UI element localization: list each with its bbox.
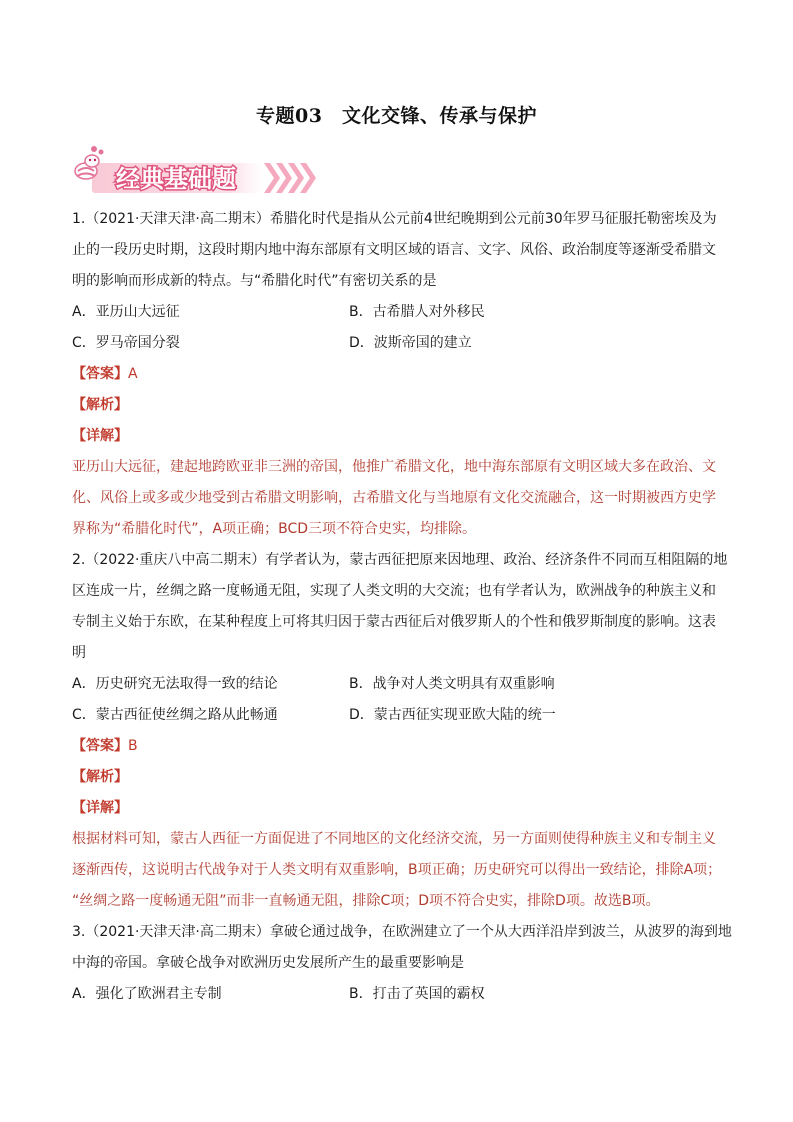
analysis-label: 【解析】	[72, 769, 128, 785]
option-c: C．罗马帝国分裂	[72, 335, 180, 351]
option-b: B．打击了英国的霸权	[349, 986, 485, 1002]
explanation-text: 化、风俗上或多或少地受到古希腊文明影响，古希腊文化与当地原有文化交流融合，这一时期被西方史学	[72, 490, 716, 506]
question-stem: 中海的帝国。拿破仑战争对欧洲历史发展所产生的最重要影响是	[72, 955, 464, 971]
option-row	[72, 328, 727, 359]
option-a: A．历史研究无法取得一致的结论	[72, 676, 278, 692]
option-row	[72, 700, 727, 731]
answer-label: 【答案】	[72, 366, 128, 382]
explanation-text: “丝绸之路一度畅通无阻”而非一直畅通无阻，排除C项；D项不符合史实，排除D项。故选B项。	[72, 893, 660, 909]
question-stem: 止的一段历史时期，这段时期内地中海东部原有文明区域的语言、文字、风俗、政治制度等逐渐受希腊文	[72, 242, 716, 258]
option-row	[72, 669, 727, 700]
option-d: D．蒙古西征实现亚欧大陆的统一	[349, 707, 556, 723]
answer-line	[72, 359, 727, 390]
question-3	[72, 917, 732, 1010]
option-b: B．古希腊人对外移民	[349, 304, 485, 320]
explanation-text: 亚历山大远征，建起地跨欧亚非三洲的帝国，他推广希腊文化，地中海东部原有文明区域大多在政治、文	[72, 459, 716, 475]
analysis-label: 【解析】	[72, 397, 128, 413]
page-title: 专题03 文化交锋、传承与保护	[256, 105, 537, 127]
detail-label: 【详解】	[72, 428, 128, 444]
section-banner	[68, 141, 324, 195]
option-d: D．波斯帝国的建立	[349, 335, 472, 351]
option-a: A．强化了欧洲君主专制	[72, 986, 222, 1002]
question-stem: 3.（2021·天津天津·高二期末）拿破仑通过战争，在欧洲建立了一个从大西洋沿岸到波兰，从波罗的海到地	[72, 924, 732, 940]
answer-line	[72, 731, 727, 762]
explanation-text: 根据材料可知，蒙古人西征一方面促进了不同地区的文化经济交流，另一方面则使得种族主义和专制主义	[72, 831, 716, 847]
option-row	[72, 979, 727, 1010]
question-stem: 2.（2022·重庆八中高二期末）有学者认为，蒙古西征把原来因地理、政治、经济条件不同而互相阻隔的地	[72, 552, 728, 568]
question-2	[72, 545, 727, 917]
option-row	[72, 297, 727, 328]
explanation-text: 逐渐西传，这说明古代战争对于人类文明有双重影响，B项正确；历史研究可以得出一致结论，排除A项；	[72, 862, 722, 878]
option-a: A．亚历山大远征	[72, 304, 180, 320]
question-stem: 区连成一片，丝绸之路一度畅通无阻，实现了人类文明的大交流；也有学者认为，欧洲战争的种族主义和	[72, 583, 716, 599]
question-stem: 专制主义始于东欧，在某种程度上可将其归因于蒙古西征后对俄罗斯人的个性和俄罗斯制度的影响。这表	[72, 614, 716, 630]
question-list	[72, 204, 732, 1010]
answer-value: A	[128, 366, 138, 382]
banner-text: 经典基础题	[116, 165, 236, 193]
answer-label: 【答案】	[72, 738, 128, 754]
question-1	[72, 204, 727, 545]
option-b: B．战争对人类文明具有双重影响	[349, 676, 555, 692]
question-stem: 1.（2021·天津天津·高二期末）希腊化时代是指从公元前4世纪晚期到公元前30年罗马征服托勒密埃及为	[72, 211, 717, 227]
question-stem: 明	[72, 645, 86, 661]
explanation-text: 界称为“希腊化时代”，A项正确；BCD三项不符合史实，均排除。	[72, 521, 476, 537]
detail-label: 【详解】	[72, 800, 128, 816]
option-c: C．蒙古西征使丝绸之路从此畅通	[72, 707, 278, 723]
answer-value: B	[128, 738, 138, 754]
question-stem: 明的影响而形成新的特点。与“希腊化时代”有密切关系的是	[72, 273, 437, 289]
